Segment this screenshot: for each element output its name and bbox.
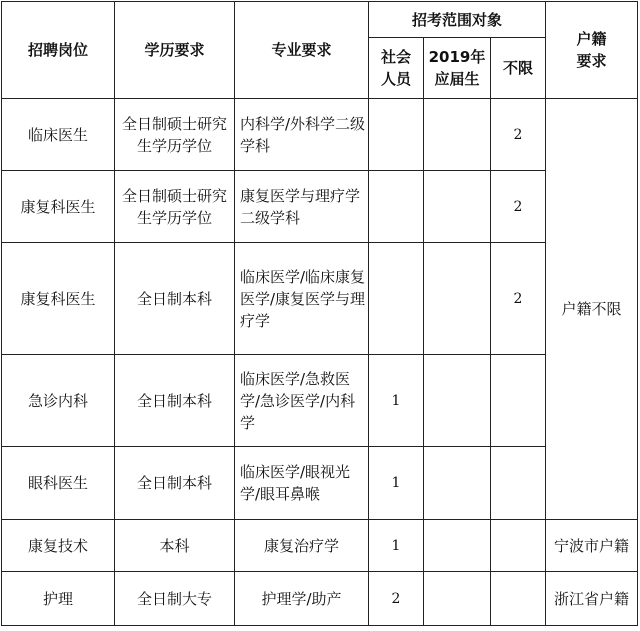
cell-unlimited — [491, 355, 546, 447]
cell-household: 宁波市户籍 — [546, 520, 638, 572]
cell-education: 全日制硕士研究生学历学位 — [115, 99, 235, 171]
header-scope-group: 招考范围对象 — [369, 2, 546, 38]
cell-2019 — [424, 243, 491, 355]
table-row — [2, 99, 638, 171]
cell-position: 康复科医生 — [2, 171, 115, 243]
header-major: 专业要求 — [235, 2, 369, 99]
table-row — [2, 243, 638, 355]
header-row-1 — [2, 2, 638, 38]
cell-education: 全日制本科 — [115, 447, 235, 520]
cell-education: 本科 — [115, 520, 235, 572]
cell-unlimited: 2 — [491, 99, 546, 171]
cell-unlimited: 2 — [491, 243, 546, 355]
cell-unlimited — [491, 572, 546, 626]
cell-2019 — [424, 171, 491, 243]
cell-major: 内科学/外科学二级学科 — [235, 99, 369, 171]
header-education: 学历要求 — [115, 2, 235, 99]
cell-2019 — [424, 520, 491, 572]
cell-education: 全日制硕士研究生学历学位 — [115, 171, 235, 243]
cell-household-merged: 户籍不限 — [546, 99, 638, 520]
table-row — [2, 572, 638, 626]
cell-2019 — [424, 355, 491, 447]
table-row — [2, 355, 638, 447]
cell-social: 1 — [369, 355, 424, 447]
cell-household: 浙江省户籍 — [546, 572, 638, 626]
cell-education: 全日制本科 — [115, 243, 235, 355]
cell-education: 全日制本科 — [115, 355, 235, 447]
cell-position: 眼科医生 — [2, 447, 115, 520]
cell-unlimited — [491, 520, 546, 572]
cell-position: 康复科医生 — [2, 243, 115, 355]
cell-education: 全日制大专 — [115, 572, 235, 626]
cell-2019 — [424, 447, 491, 520]
header-position: 招聘岗位 — [2, 2, 115, 99]
recruitment-table — [1, 1, 638, 626]
cell-2019 — [424, 99, 491, 171]
table-row — [2, 447, 638, 520]
cell-social: 1 — [369, 447, 424, 520]
header-scope-unlimited: 不限 — [491, 38, 546, 99]
cell-unlimited: 2 — [491, 171, 546, 243]
cell-social: 2 — [369, 572, 424, 626]
cell-major: 临床医学/临床康复医学/康复医学与理疗学 — [235, 243, 369, 355]
cell-major: 临床医学/眼视光学/眼耳鼻喉 — [235, 447, 369, 520]
cell-2019 — [424, 572, 491, 626]
cell-major: 临床医学/急救医学/急诊医学/内科学 — [235, 355, 369, 447]
cell-position: 临床医生 — [2, 99, 115, 171]
cell-major: 康复治疗学 — [235, 520, 369, 572]
cell-unlimited — [491, 447, 546, 520]
table-row — [2, 520, 638, 572]
cell-position: 急诊内科 — [2, 355, 115, 447]
cell-social — [369, 99, 424, 171]
cell-major: 护理学/助产 — [235, 572, 369, 626]
cell-position: 护理 — [2, 572, 115, 626]
cell-position: 康复技术 — [2, 520, 115, 572]
cell-social — [369, 243, 424, 355]
table-row — [2, 171, 638, 243]
header-household: 户籍 要求 — [546, 2, 638, 99]
header-scope-2019: 2019年 应届生 — [424, 38, 491, 99]
header-scope-social: 社会 人员 — [369, 38, 424, 99]
cell-social — [369, 171, 424, 243]
cell-major: 康复医学与理疗学二级学科 — [235, 171, 369, 243]
cell-social: 1 — [369, 520, 424, 572]
